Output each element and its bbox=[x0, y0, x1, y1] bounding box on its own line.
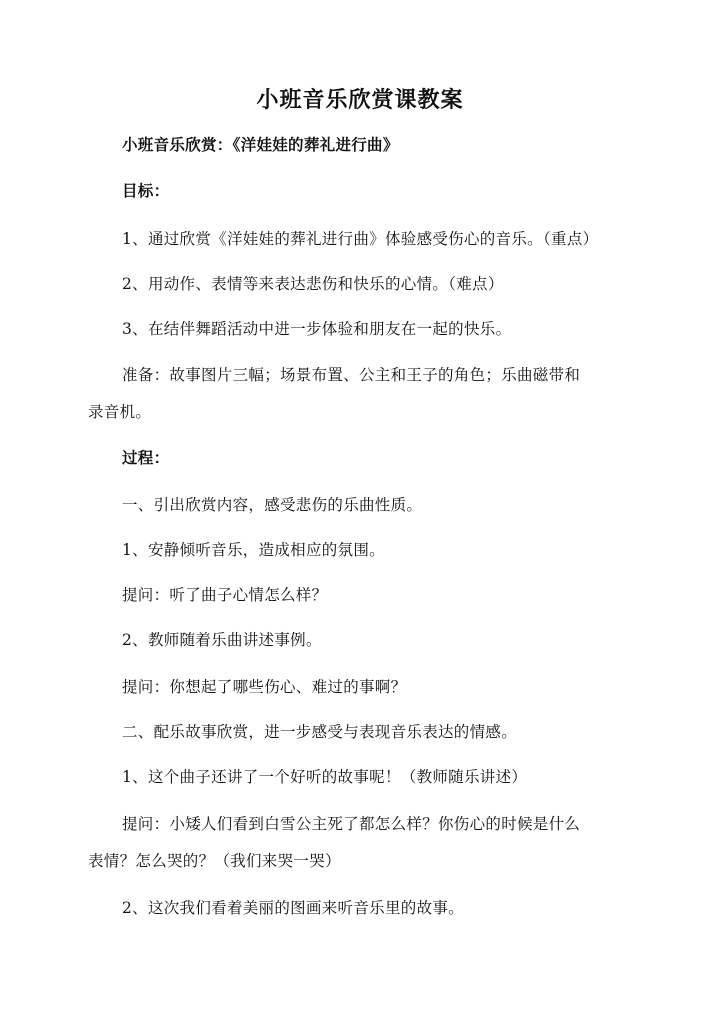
process-section-2: 二、配乐故事欣赏，进一步感受与表现音乐表达的情感。 bbox=[122, 723, 518, 741]
process-question: 提问：你想起了哪些伤心、难过的事啊？ bbox=[122, 678, 407, 696]
process-step: 2、这次我们看着美丽的图画来听音乐里的故事。 bbox=[122, 899, 464, 917]
lesson-subtitle: 小班音乐欣赏：《洋娃娃的葬礼进行曲》 bbox=[122, 136, 399, 154]
process-step: 2、教师随着乐曲讲述事例。 bbox=[122, 631, 322, 649]
goal-item-2: 2、用动作、表情等来表达悲伤和快乐的心情。（难点） bbox=[122, 275, 504, 293]
goals-heading: 目标： bbox=[122, 182, 170, 200]
process-question: 提问：小矮人们看到白雪公主死了都怎么样？你伤心的时候是什么 bbox=[122, 815, 581, 833]
process-section-1: 一、引出欣赏内容，感受悲伤的乐曲性质。 bbox=[122, 496, 423, 514]
process-step: 1、安静倾听音乐，造成相应的氛围。 bbox=[122, 541, 385, 559]
process-heading: 过程： bbox=[122, 449, 170, 467]
preparation-line-1: 准备：故事图片三幅；场景布置、公主和王子的角色；乐曲磁带和 bbox=[122, 366, 581, 384]
preparation-line-2: 录音机。 bbox=[88, 403, 152, 421]
goal-item-3: 3、在结伴舞蹈活动中进一步体验和朋友在一起的快乐。 bbox=[122, 320, 512, 338]
process-question-continued: 表情？怎么哭的？（我们来哭一哭） bbox=[88, 852, 341, 870]
document-title: 小班音乐欣赏课教案 bbox=[256, 88, 464, 113]
process-question: 提问：听了曲子心情怎么样？ bbox=[122, 586, 328, 604]
process-step: 1、这个曲子还讲了一个好听的故事呢！（教师随乐讲述） bbox=[122, 768, 528, 786]
goal-item-1: 1、通过欣赏《洋娃娃的葬礼进行曲》体验感受伤心的音乐。（重点） bbox=[122, 230, 599, 248]
